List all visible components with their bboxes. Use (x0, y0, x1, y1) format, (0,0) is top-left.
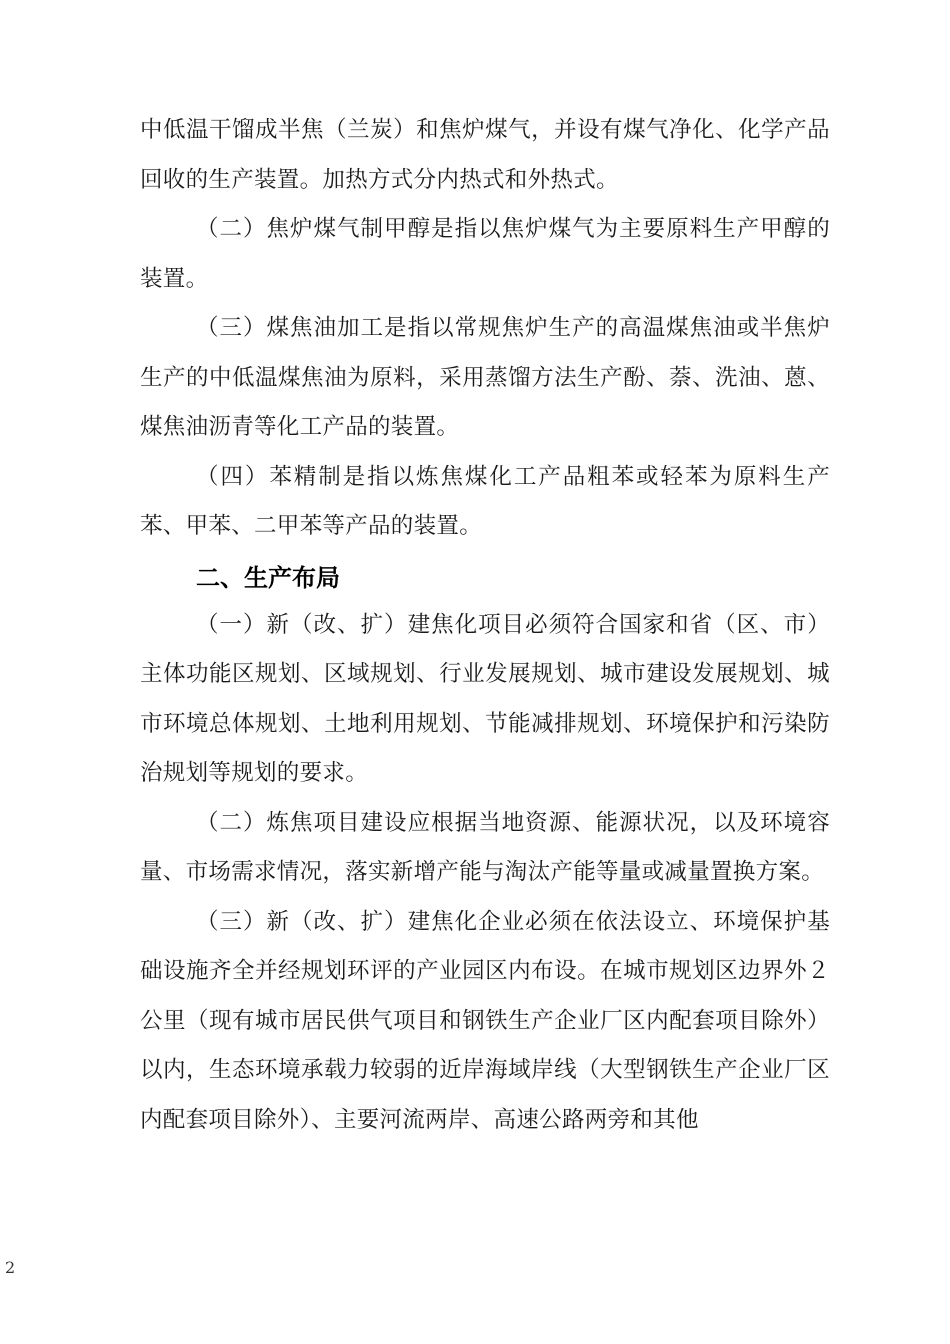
section-heading-production-layout: 二、生产布局 (196, 563, 340, 592)
paragraph-capacity-replacement: （二）炼焦项目建设应根据当地资源、能源状况，以及环境容量、市场需求情况，落实新增产能与淘汰产能等量或减量置换方案。 (140, 809, 830, 885)
paragraph-coal-tar-processing: （三）煤焦油加工是指以常规焦炉生产的高温煤焦油或半焦炉生产的中低温煤焦油为原料，采用蒸馏方法生产酚、萘、洗油、蒽、煤焦油沥青等化工产品的装置。 (140, 315, 830, 440)
page-number: 2 (5, 1258, 16, 1277)
paragraph-coke-oven-gas-methanol: （二）焦炉煤气制甲醇是指以焦炉煤气为主要原料生产甲醇的装置。 (140, 216, 830, 292)
paragraph-coking-definition-continued: 中低温干馏成半焦（兰炭）和焦炉煤气，并设有煤气净化、化学产品回收的生产装置。加热方式分内热式和外热式。 (140, 117, 830, 193)
paragraph-layout-planning-requirements: （一）新（改、扩）建焦化项目必须符合国家和省（区、市）主体功能区规划、区域规划、行业发展规划、城市建设发展规划、城市环境总体规划、土地利用规划、节能减排规划、环境保护和污染防治规划等规划的要求。 (140, 611, 830, 786)
paragraph-industrial-park-siting: （三）新（改、扩）建焦化企业必须在依法设立、环境保护基础设施齐全并经规划环评的产业园区内布设。在城市规划区边界外２公里（现有城市居民供气项目和钢铁生产企业厂区内配套项目除外）以内，生态环境承载力较弱的近岸海域岸线（大型钢铁生产企业厂区内配套项目除外）、主要河流两岸、高速公路两旁和其他 (140, 908, 830, 1133)
document-body (140, 106, 830, 1145)
paragraph-benzene-refining: （四）苯精制是指以炼焦煤化工产品粗苯或轻苯为原料生产苯、甲苯、二甲苯等产品的装置。 (140, 463, 830, 539)
